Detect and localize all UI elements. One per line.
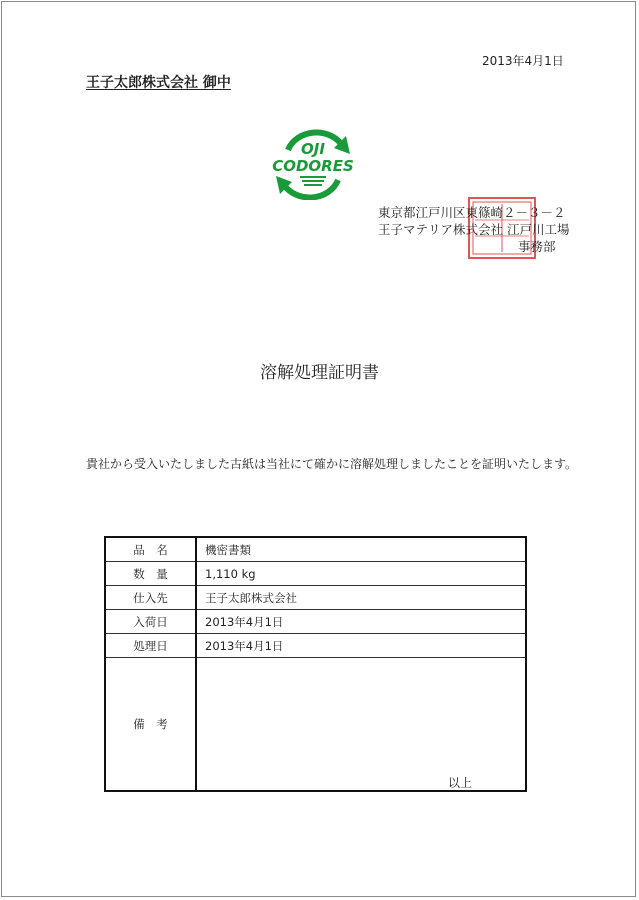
row-label: 仕入先 [105, 586, 196, 610]
row-value: 機密書類 [196, 537, 526, 562]
remarks-value [196, 658, 526, 792]
details-table [104, 536, 527, 792]
row-label: 数 量 [105, 562, 196, 586]
remarks-row [105, 658, 526, 792]
table-row [105, 610, 526, 634]
row-label: 品 名 [105, 537, 196, 562]
issuer-address: 東京都江戸川区東篠崎２－３－２ [378, 205, 566, 220]
table-row [105, 634, 526, 658]
row-label: 入荷日 [105, 610, 196, 634]
table-row [105, 562, 526, 586]
row-value: 王子太郎株式会社 [196, 586, 526, 610]
row-label: 処理日 [105, 634, 196, 658]
certification-statement: 貴社から受入いたしました古紙は当社にて確かに溶解処理しましたことを証明いたします。 [86, 457, 578, 471]
row-value: 2013年4月1日 [196, 634, 526, 658]
logo-text-codores: CODORES [272, 157, 354, 175]
issuer-company: 王子マテリア株式会社 江戸川工場 [378, 222, 570, 237]
issuer-department: 事務部 [518, 239, 556, 254]
oji-codores-logo [262, 128, 364, 200]
logo-text-oji: OJI [301, 140, 325, 158]
row-value: 1,110 kg [196, 562, 526, 586]
issue-date: 2013年4月1日 [482, 54, 564, 68]
recipient-name: 王子太郎株式会社 御中 [86, 75, 231, 91]
table-row [105, 586, 526, 610]
row-value: 2013年4月1日 [196, 610, 526, 634]
certificate-title: 溶解処理証明書 [260, 363, 379, 383]
closing-text: 以上 [448, 776, 473, 790]
table-row [105, 537, 526, 562]
remarks-label: 備 考 [105, 658, 196, 792]
